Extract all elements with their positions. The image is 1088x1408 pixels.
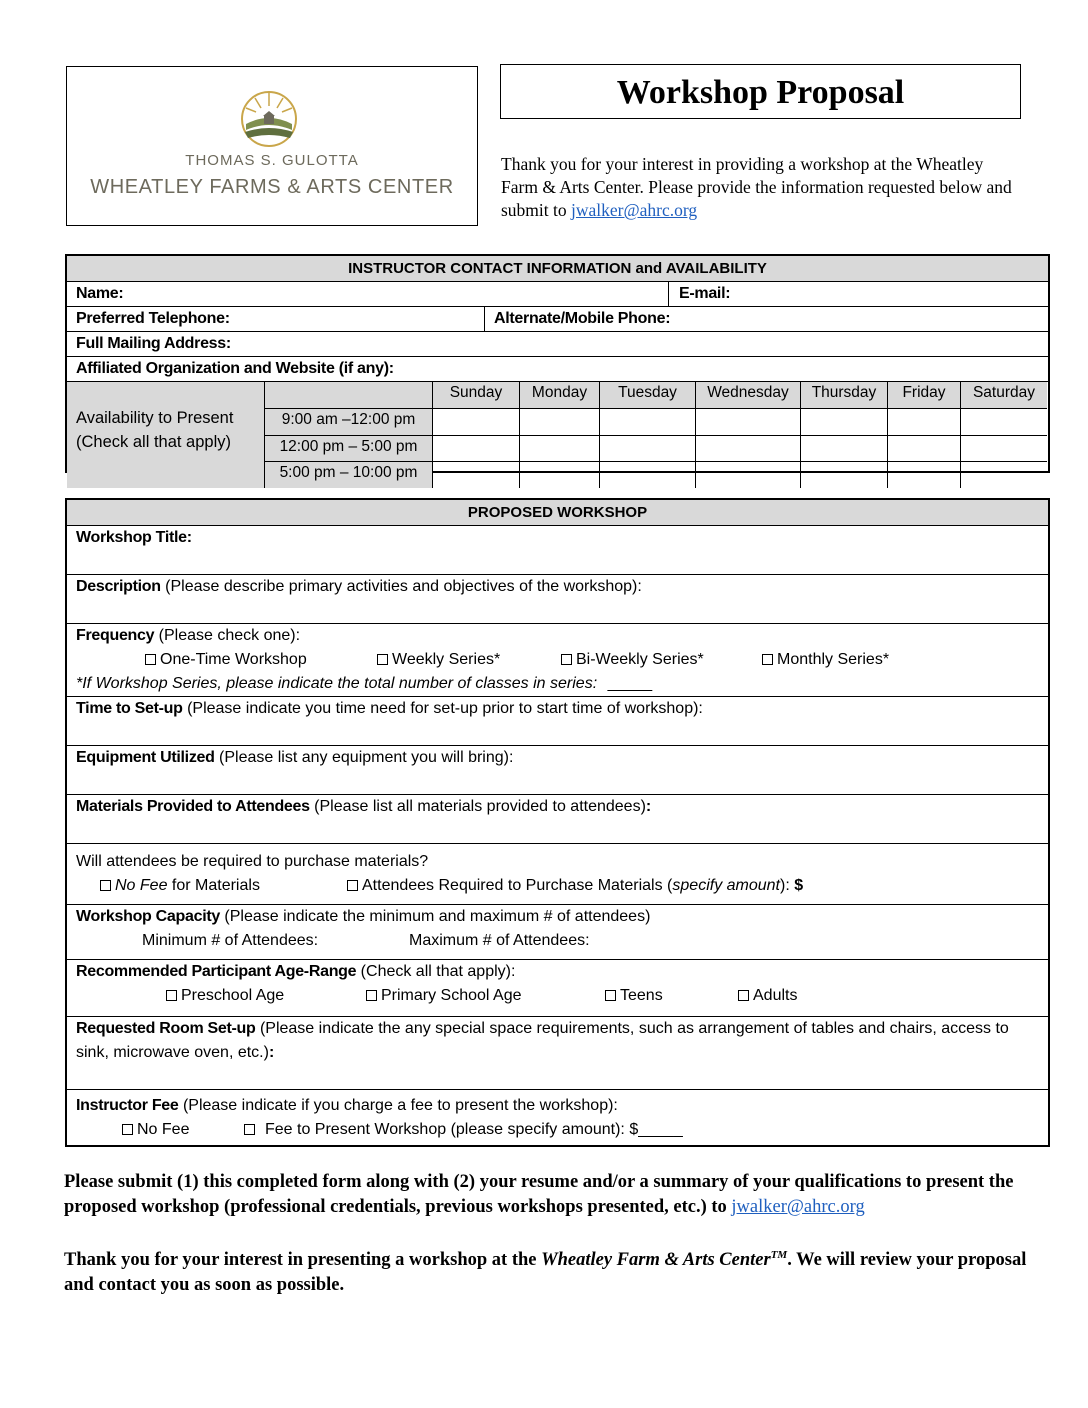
availability-cell[interactable]: [801, 409, 888, 436]
no-fee-rest: for Materials: [167, 877, 260, 894]
time-slot-label: 9:00 am –12:00 pm: [265, 409, 433, 436]
availability-grid: [67, 382, 1048, 488]
alt-phone-label: Alternate/Mobile Phone:: [494, 310, 671, 327]
day-header: Friday: [888, 382, 961, 409]
frequency-option[interactable]: [762, 648, 889, 672]
availability-cell[interactable]: [600, 462, 696, 488]
equipment-label: Equipment Utilized: [76, 749, 215, 766]
max-attendees-label[interactable]: Maximum # of Attendees:: [409, 932, 590, 949]
purchase-row: [67, 844, 1048, 905]
frequency-option-label: Monthly Series*: [777, 651, 890, 668]
phone-label: Preferred Telephone:: [76, 310, 230, 327]
checkbox-icon[interactable]: [762, 654, 773, 665]
workshop-section-heading: PROPOSED WORKSHOP: [67, 500, 1048, 526]
fee-option-label: No Fee: [137, 1121, 190, 1138]
fee-option[interactable]: [244, 1118, 683, 1142]
availability-corner: [265, 382, 433, 409]
setup-row[interactable]: [67, 697, 1048, 746]
checkbox-icon[interactable]: [377, 654, 388, 665]
description-label: Description: [76, 578, 161, 595]
age-option[interactable]: [605, 984, 663, 1008]
age-label: Recommended Participant Age-Range: [76, 963, 357, 980]
wheatley-emblem-icon: [240, 90, 298, 148]
day-header: Sunday: [433, 382, 520, 409]
availability-cell[interactable]: [696, 409, 801, 436]
instructor-section-heading: INSTRUCTOR CONTACT INFORMATION and AVAILABILITY: [67, 256, 1048, 282]
availability-cell[interactable]: [888, 436, 961, 463]
no-fee-option[interactable]: [100, 874, 260, 898]
instructor-fee-label: Instructor Fee: [76, 1097, 179, 1114]
no-fee-italic: No Fee: [115, 877, 168, 894]
frequency-option-label: One-Time Workshop: [160, 651, 307, 668]
age-row: [67, 960, 1048, 1017]
age-option[interactable]: [166, 984, 284, 1008]
room-setup-colon: :: [268, 1044, 274, 1061]
materials-row[interactable]: [67, 795, 1048, 844]
series-note: *If Workshop Series, please indicate the total number of classes in series:: [76, 675, 598, 692]
checkbox-icon[interactable]: [244, 1124, 255, 1135]
intro-text: [501, 153, 1021, 222]
age-option[interactable]: [738, 984, 797, 1008]
checkbox-icon[interactable]: [738, 990, 749, 1001]
fee-option-label: Fee to Present Workshop (please specify amount): $_____: [265, 1121, 683, 1138]
intro-email-link[interactable]: jwalker@ahrc.org: [571, 200, 698, 220]
age-option[interactable]: [366, 984, 522, 1008]
checkbox-icon[interactable]: [166, 990, 177, 1001]
address-row[interactable]: [67, 332, 1048, 357]
time-slot-label: 12:00 pm – 5:00 pm: [265, 436, 433, 463]
materials-note: (Please list all materials provided to attendees): [309, 798, 646, 815]
dollar-sign: $: [794, 877, 803, 894]
frequency-option-label: Bi-Weekly Series*: [576, 651, 704, 668]
availability-cell[interactable]: [961, 462, 1047, 488]
availability-cell[interactable]: [801, 462, 888, 488]
frequency-option[interactable]: [561, 648, 704, 672]
availability-cell[interactable]: [801, 436, 888, 463]
availability-cell[interactable]: [600, 409, 696, 436]
equipment-note: (Please list any equipment you will bring):: [214, 749, 514, 766]
name-label: Name:: [76, 285, 124, 302]
trademark: TM: [770, 1249, 788, 1261]
age-option-label: Teens: [620, 987, 663, 1004]
checkbox-icon[interactable]: [561, 654, 572, 665]
purchase-option-italic: specify amount: [672, 877, 780, 894]
availability-label-cell: [67, 382, 265, 488]
organization-label: Affiliated Organization and Website (if any):: [76, 360, 394, 377]
capacity-label: Workshop Capacity: [76, 908, 220, 925]
center-name: Wheatley Farm & Arts Center: [541, 1250, 771, 1271]
series-count-blank[interactable]: _____: [607, 675, 653, 692]
thanks-end: . We will review your proposal and contact you as soon as possible.: [64, 1250, 1027, 1295]
purchase-option-text: Attendees Required to Purchase Materials (: [362, 877, 673, 894]
checkbox-icon[interactable]: [605, 990, 616, 1001]
thanks-text: Thank you for your interest in presenting a workshop at the: [64, 1250, 542, 1271]
day-header: Tuesday: [600, 382, 696, 409]
purchase-question: Will attendees be required to purchase materials?: [76, 853, 429, 870]
frequency-option[interactable]: [377, 648, 500, 672]
submit-instructions: [64, 1170, 1034, 1219]
availability-cell[interactable]: [600, 436, 696, 463]
checkbox-icon[interactable]: [347, 880, 358, 891]
instructor-fee-note: (Please indicate if you charge a fee to present the workshop):: [178, 1097, 618, 1114]
instructor-section: [65, 254, 1050, 482]
room-setup-label: Requested Room Set-up: [76, 1020, 256, 1037]
organization-row[interactable]: [67, 357, 1048, 382]
frequency-option[interactable]: [145, 648, 307, 672]
description-note: (Please describe primary activities and objectives of the workshop):: [160, 578, 642, 595]
equipment-row[interactable]: [67, 746, 1048, 795]
intro-body: Thank you for your interest in providing a workshop at the Wheatley Farm & Arts Center. Please provide the information requested below and submit to: [501, 154, 1012, 220]
availability-cell[interactable]: [888, 409, 961, 436]
workshop-title-row[interactable]: [67, 526, 1048, 575]
availability-cell[interactable]: [696, 462, 801, 488]
availability-cell[interactable]: [888, 462, 961, 488]
age-option-label: Preschool Age: [181, 987, 285, 1004]
workshop-section: [65, 498, 1050, 1147]
availability-cell[interactable]: [520, 462, 600, 488]
materials-label: Materials Provided to Attendees: [76, 798, 310, 815]
time-slot-label: 5:00 pm – 10:00 pm: [265, 462, 433, 488]
day-header: Monday: [520, 382, 600, 409]
age-option-label: Primary School Age: [381, 987, 522, 1004]
min-attendees-label[interactable]: Minimum # of Attendees:: [142, 932, 319, 949]
capacity-note: (Please indicate the minimum and maximum # of attendees): [219, 908, 651, 925]
materials-colon: :: [645, 798, 651, 815]
setup-label: Time to Set-up: [76, 700, 183, 717]
address-label: Full Mailing Address:: [76, 335, 231, 352]
checkbox-icon[interactable]: [122, 1124, 133, 1135]
submit-email-link[interactable]: jwalker@ahrc.org: [731, 1196, 865, 1217]
checkbox-icon[interactable]: [145, 654, 156, 665]
closing-text: [64, 1170, 1034, 1321]
frequency-row: [67, 624, 1048, 697]
availability-note: (Check all that apply): [76, 433, 231, 451]
phone-row[interactable]: [67, 307, 1048, 332]
checkbox-icon[interactable]: [366, 990, 377, 1001]
availability-cell[interactable]: [433, 436, 520, 463]
submit-text: Please submit (1) this completed form along with (2) your resume and/or a summary of your qualifications to present the proposed workshop (professional credentials, previous workshops presented, etc.) to: [64, 1172, 1014, 1217]
description-row[interactable]: [67, 575, 1048, 624]
frequency-option-label: Weekly Series*: [392, 651, 501, 668]
thanks-paragraph: [64, 1243, 1034, 1297]
frequency-label: Frequency: [76, 627, 155, 644]
availability-cell[interactable]: [961, 409, 1047, 436]
availability-cell[interactable]: [520, 409, 600, 436]
availability-cell[interactable]: [520, 436, 600, 463]
checkbox-icon[interactable]: [100, 880, 111, 891]
availability-cell[interactable]: [433, 409, 520, 436]
fee-option[interactable]: [122, 1118, 189, 1142]
room-setup-note: (Please indicate the any special space requirements, such as arrangement of tables and chairs, access to sink, microwave oven, etc.): [76, 1020, 1009, 1061]
workshop-title-label: Workshop Title:: [76, 529, 192, 546]
instructor-fee-row: [67, 1090, 1048, 1146]
day-header: Saturday: [961, 382, 1047, 409]
day-header: Thursday: [801, 382, 888, 409]
room-setup-row[interactable]: [67, 1017, 1048, 1090]
availability-cell[interactable]: [433, 462, 520, 488]
availability-cell[interactable]: [961, 436, 1047, 463]
setup-note: (Please indicate you time need for set-up prior to start time of workshop):: [182, 700, 703, 717]
age-note: (Check all that apply):: [356, 963, 516, 980]
purchase-option-end: ):: [780, 877, 795, 894]
logo-line-1: THOMAS S. GULOTTA: [185, 152, 359, 169]
day-header: Wednesday: [696, 382, 801, 409]
email-label: E-mail:: [679, 285, 731, 302]
availability-label: Availability to Present: [76, 409, 234, 427]
frequency-note: (Please check one):: [154, 627, 301, 644]
purchase-required-option[interactable]: [347, 874, 803, 898]
capacity-row: [67, 905, 1048, 960]
availability-cell[interactable]: [696, 436, 801, 463]
name-row[interactable]: [67, 282, 1048, 307]
age-option-label: Adults: [753, 987, 798, 1004]
page-title: Workshop Proposal: [500, 64, 1021, 119]
logo-line-2: WHEATLEY FARMS & ARTS CENTER: [90, 176, 454, 198]
